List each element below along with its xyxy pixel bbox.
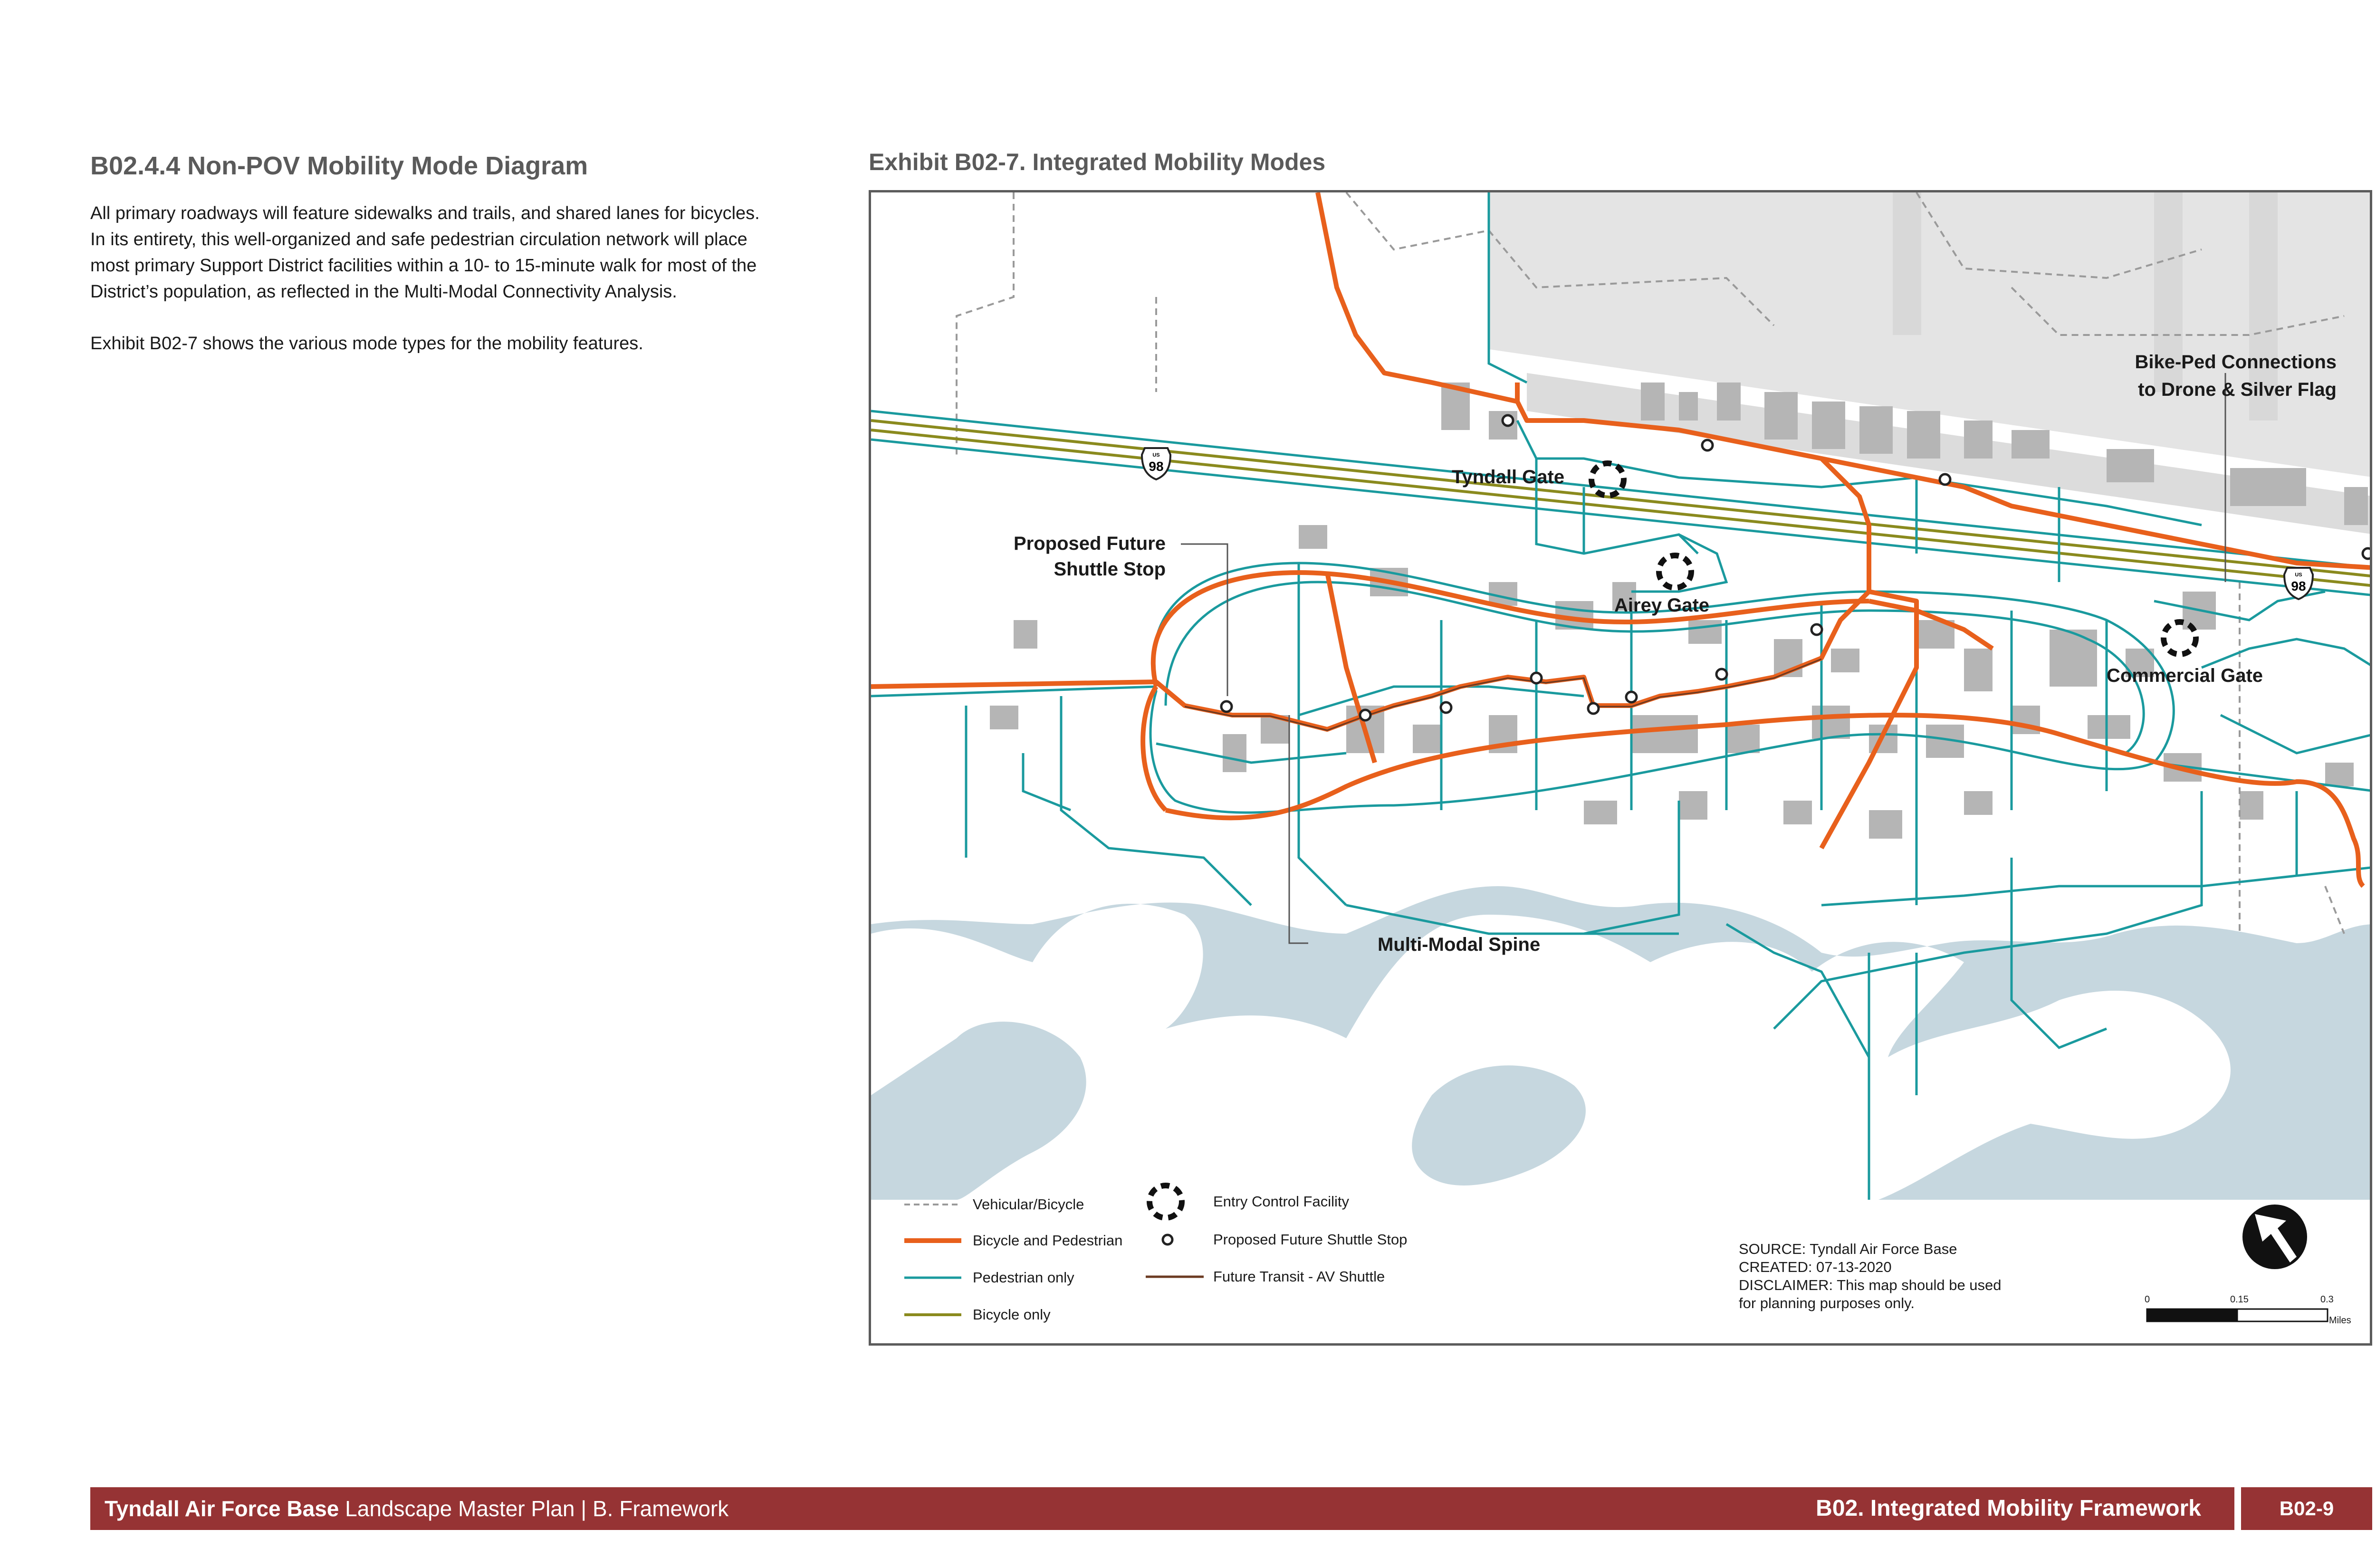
svg-text:0.3: 0.3 — [2320, 1294, 2334, 1305]
svg-text:US: US — [1152, 452, 1160, 458]
legend-vehicular-label: Vehicular/Bicycle — [973, 1196, 1084, 1213]
map-canvas — [871, 192, 2372, 1346]
body-text — [90, 201, 775, 382]
legend-bike-label: Bicycle only — [973, 1306, 1051, 1323]
svg-text:CREATED: 07-13-2020: CREATED: 07-13-2020 — [1739, 1259, 1892, 1275]
bikeped-label-2: to Drone & Silver Flag — [2138, 379, 2337, 400]
bikeped-label-1: Bike-Ped Connections — [2135, 352, 2337, 373]
mobility-map — [869, 190, 2372, 1346]
svg-text:98: 98 — [2291, 579, 2306, 593]
legend-entry-label: Entry Control Facility — [1213, 1193, 1349, 1210]
legend — [904, 1186, 1407, 1323]
svg-text:Miles: Miles — [2329, 1315, 2351, 1326]
svg-text:98: 98 — [1149, 459, 1164, 474]
exhibit-reference-paragraph: Exhibit B02-7 shows the various mode types for the mobility features. — [90, 334, 643, 354]
proposed-stop-label-2: Shuttle Stop — [1054, 559, 1166, 580]
scale-bar — [2145, 1294, 2351, 1326]
footer-bar — [90, 1487, 2234, 1530]
page-number: B02-9 — [2241, 1487, 2372, 1530]
tyndall-gate-icon — [1591, 463, 1624, 496]
us98-shield-west — [1142, 448, 1170, 479]
legend-bikeped-label: Bicycle and Pedestrian — [973, 1232, 1123, 1249]
svg-text:0: 0 — [2145, 1294, 2150, 1305]
intro-paragraph: All primary roadways will feature sidewalks and trails, and shared lanes for bicycles. In its entirety, this well-organized and safe pedestrian circulation network will place most primary Support District facilities within a 10- to 15-minute walk for most of the District’s population, as reflected in the Multi-Modal Connectivity Analysis. — [90, 203, 760, 302]
legend-transit-label: Future Transit - AV Shuttle — [1213, 1268, 1385, 1285]
legend-ped-label: Pedestrian only — [973, 1269, 1074, 1286]
footer — [90, 1487, 2372, 1530]
footer-section-title: B02. Integrated Mobility Framework — [1816, 1496, 2201, 1521]
svg-text:for planning purposes only.: for planning purposes only. — [1739, 1295, 1915, 1311]
footer-title-rest: Landscape Master Plan | B. Framework — [339, 1496, 729, 1521]
legend-stop-icon — [1163, 1235, 1172, 1244]
airey-gate-label: Airey Gate — [1614, 595, 1710, 616]
section-heading: B02.4.4 Non-POV Mobility Mode Diagram — [90, 152, 588, 180]
north-arrow-icon — [2242, 1205, 2307, 1269]
svg-text:0.15: 0.15 — [2230, 1294, 2249, 1305]
airey-gate-icon — [1659, 555, 1691, 588]
legend-stop-label: Proposed Future Shuttle Stop — [1213, 1231, 1408, 1248]
commercial-gate-label: Commercial Gate — [2107, 665, 2263, 686]
commercial-gate-icon — [2164, 622, 2196, 654]
proposed-stop-label-1: Proposed Future — [1013, 533, 1166, 554]
exhibit-title: Exhibit B02-7. Integrated Mobility Modes — [869, 149, 1326, 175]
spine-label: Multi-Modal Spine — [1378, 934, 1541, 955]
source-note — [1739, 1241, 2002, 1311]
svg-text:SOURCE: Tyndall Air Force Base: SOURCE: Tyndall Air Force Base — [1739, 1241, 1957, 1257]
footer-document-title — [105, 1487, 728, 1530]
svg-text:US: US — [2295, 572, 2302, 578]
legend-entry-icon — [1150, 1186, 1182, 1218]
tyndall-gate-label: Tyndall Gate — [1452, 467, 1565, 488]
footer-title-bold: Tyndall Air Force Base — [105, 1496, 339, 1521]
svg-text:DISCLAIMER: This map should be: DISCLAIMER: This map should be used — [1739, 1277, 2002, 1293]
